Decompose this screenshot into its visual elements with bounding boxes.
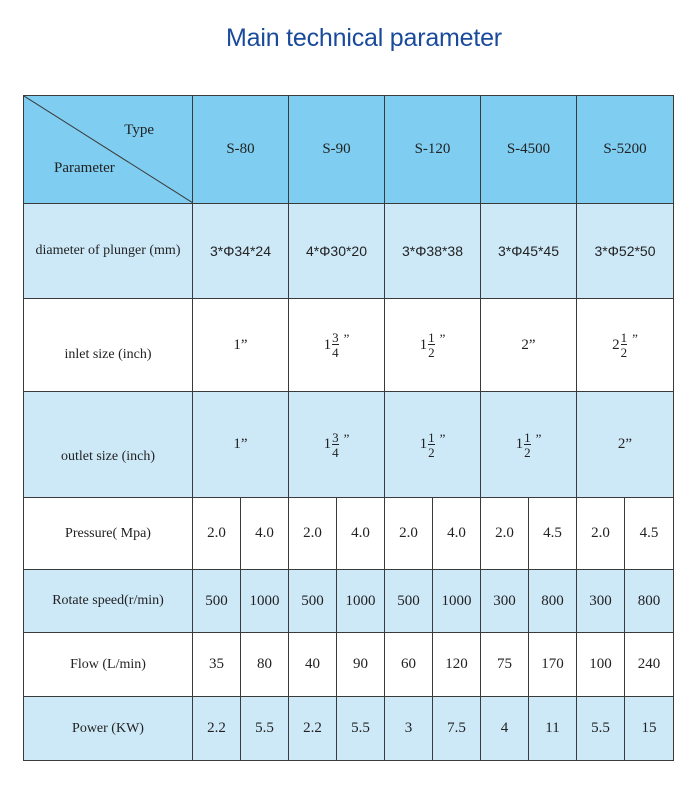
fraction-denominator: 4 [332, 345, 339, 360]
outlet-size-text: 1” [233, 436, 248, 452]
power-value: 2.2 [289, 697, 337, 761]
speed-value: 500 [289, 570, 337, 633]
inlet-value [577, 299, 674, 392]
fraction [332, 331, 339, 359]
fraction-numerator: 1 [620, 330, 628, 345]
row-inlet [24, 299, 674, 392]
header-row [24, 96, 674, 204]
row-plunger [24, 204, 674, 299]
row-label-flow: Flow (L/min) [24, 633, 193, 697]
power-value: 15 [625, 697, 674, 761]
pressure-value: 2.0 [385, 498, 433, 570]
fraction [332, 431, 339, 459]
fraction-numerator: 1 [524, 429, 531, 445]
page-title: Main technical parameter [226, 24, 502, 52]
power-value: 4 [481, 697, 529, 761]
power-value: 2.2 [193, 697, 241, 761]
flow-value: 80 [241, 633, 289, 697]
outlet-value [385, 392, 481, 498]
fraction-whole: 1 [323, 436, 332, 452]
inlet-size-text: 2” [521, 336, 536, 353]
outlet-value [193, 392, 289, 498]
inch-mark: ” [439, 430, 446, 446]
speed-value: 1000 [337, 570, 385, 633]
plunger-value: 3*Φ45*45 [481, 204, 577, 299]
fraction-denominator: 4 [332, 444, 339, 460]
inch-mark: ” [632, 331, 638, 346]
fraction-whole: 1 [515, 436, 524, 452]
model-header-s120: S-120 [385, 96, 481, 204]
row-label-pressure: Pressure( Mpa) [24, 498, 193, 570]
outlet-value [577, 392, 674, 498]
outlet-size-text: 2” [617, 436, 633, 452]
power-value: 5.5 [337, 697, 385, 761]
pressure-value: 2.0 [193, 498, 241, 570]
row-label-outlet: outlet size (inch) [24, 392, 193, 498]
inlet-mixed-fraction [324, 331, 350, 359]
speed-value: 1000 [241, 570, 289, 633]
flow-value: 90 [337, 633, 385, 697]
diagonal-divider [24, 96, 193, 203]
model-header-s5200: S-5200 [577, 96, 674, 204]
plunger-value: 3*Φ52*50 [577, 204, 674, 299]
fraction-whole: 1 [419, 436, 428, 452]
header-corner-cell [24, 96, 193, 204]
row-label-plunger: diameter of plunger (mm) [24, 204, 193, 299]
pressure-value: 4.0 [433, 498, 481, 570]
power-value: 11 [529, 697, 577, 761]
fraction [428, 431, 435, 459]
row-label-inlet: inlet size (inch) [24, 299, 193, 392]
flow-value: 75 [481, 633, 529, 697]
fraction [428, 331, 435, 359]
outlet-value [289, 392, 385, 498]
fraction-whole: 2 [612, 336, 620, 353]
outlet-mixed-fraction [516, 431, 542, 459]
fraction-whole: 1 [419, 336, 428, 353]
fraction-denominator: 2 [524, 444, 531, 460]
pressure-value: 4.0 [337, 498, 385, 570]
outlet-mixed-fraction [324, 431, 350, 459]
row-label-rotate-speed: Rotate speed(r/min) [24, 570, 193, 633]
inlet-size-text: 1” [233, 336, 248, 353]
speed-value: 800 [625, 570, 674, 633]
inlet-mixed-fraction [420, 331, 446, 359]
pressure-value: 4.0 [241, 498, 289, 570]
power-value: 7.5 [433, 697, 481, 761]
speed-value: 500 [385, 570, 433, 633]
speed-value: 1000 [433, 570, 481, 633]
model-header-s80: S-80 [193, 96, 289, 204]
speed-value: 300 [577, 570, 625, 633]
inlet-value [289, 299, 385, 392]
flow-value: 240 [625, 633, 674, 697]
inch-mark: ” [343, 430, 350, 446]
inch-mark: ” [343, 331, 350, 346]
row-flow [24, 633, 674, 697]
row-rotate-speed [24, 570, 674, 633]
header-type-label: Type [124, 122, 154, 138]
pressure-value: 2.0 [577, 498, 625, 570]
speed-value: 500 [193, 570, 241, 633]
fraction-numerator: 1 [428, 429, 435, 445]
row-label-power: Power (KW) [24, 697, 193, 761]
fraction [524, 431, 531, 459]
flow-value: 120 [433, 633, 481, 697]
inch-mark: ” [535, 430, 542, 446]
power-value: 3 [385, 697, 433, 761]
fraction-numerator: 3 [332, 330, 339, 345]
inlet-value [385, 299, 481, 392]
plunger-value: 3*Φ38*38 [385, 204, 481, 299]
power-value: 5.5 [241, 697, 289, 761]
outlet-mixed-fraction [420, 431, 446, 459]
inch-mark: ” [439, 331, 446, 346]
row-outlet [24, 392, 674, 498]
inlet-mixed-fraction [612, 331, 638, 359]
flow-value: 100 [577, 633, 625, 697]
fraction-denominator: 2 [428, 444, 435, 460]
pressure-value: 4.5 [529, 498, 577, 570]
pressure-value: 2.0 [481, 498, 529, 570]
inlet-value [481, 299, 577, 392]
model-header-s4500: S-4500 [481, 96, 577, 204]
flow-value: 40 [289, 633, 337, 697]
flow-value: 35 [193, 633, 241, 697]
power-value: 5.5 [577, 697, 625, 761]
header-parameter-label: Parameter [54, 160, 115, 176]
plunger-value: 4*Φ30*20 [289, 204, 385, 299]
plunger-value: 3*Φ34*24 [193, 204, 289, 299]
row-power [24, 697, 674, 761]
fraction-denominator: 2 [620, 345, 628, 360]
fraction-whole: 1 [323, 336, 332, 353]
speed-value: 800 [529, 570, 577, 633]
outlet-value [481, 392, 577, 498]
pressure-value: 2.0 [289, 498, 337, 570]
pressure-value: 4.5 [625, 498, 674, 570]
parameter-table [23, 95, 674, 761]
fraction-denominator: 2 [428, 345, 435, 360]
flow-value: 60 [385, 633, 433, 697]
flow-value: 170 [529, 633, 577, 697]
inlet-value [193, 299, 289, 392]
fraction-numerator: 1 [428, 330, 435, 345]
model-header-s90: S-90 [289, 96, 385, 204]
row-pressure [24, 498, 674, 570]
speed-value: 300 [481, 570, 529, 633]
fraction-numerator: 3 [332, 429, 339, 445]
fraction [621, 331, 628, 359]
